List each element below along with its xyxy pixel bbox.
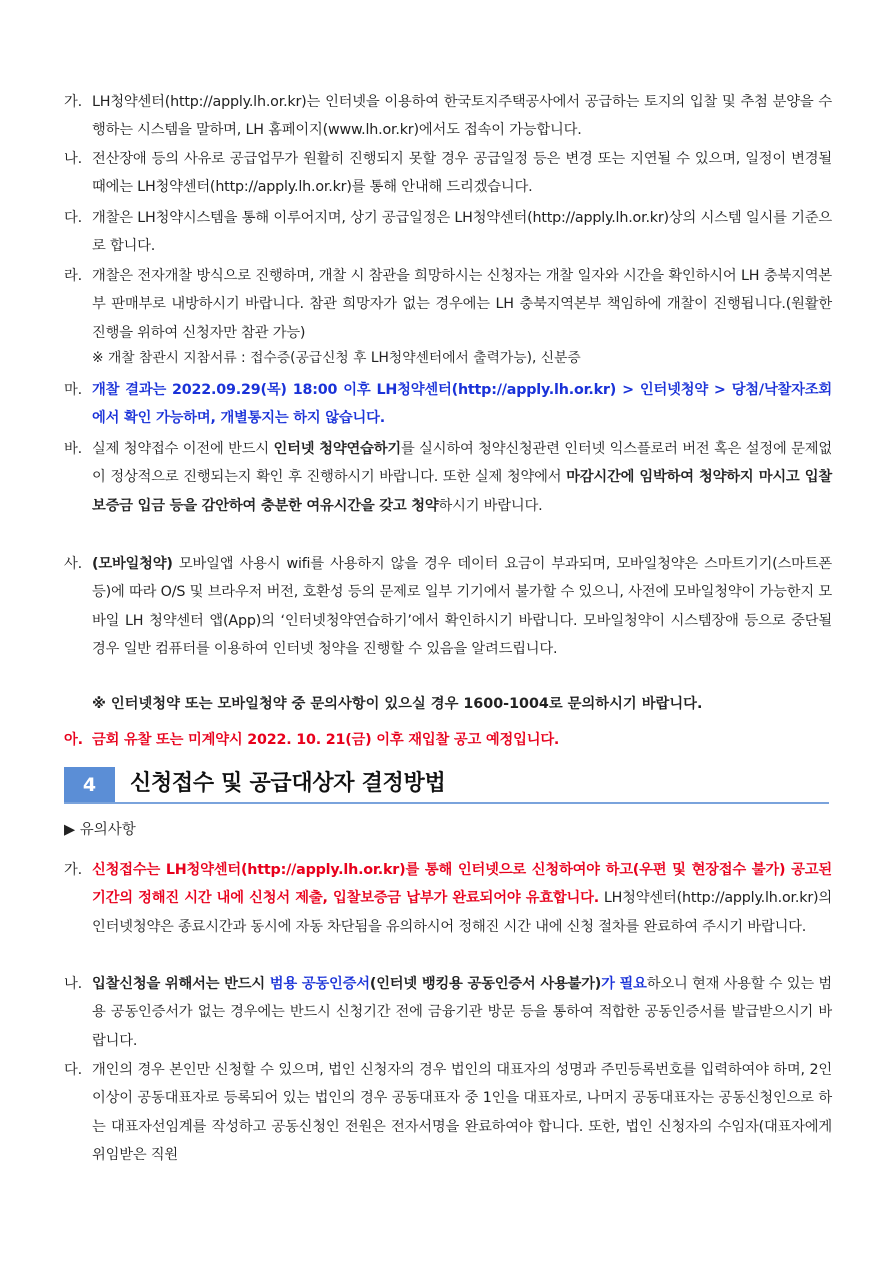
text-run: 모바일앱 사용시 wifi를 사용하지 않을 경우 데이터 요금이 부과되며, 모바일청약은 스마트기기(스마트폰 등)에 따라 O/S 및 브라우저 버전, 호환성 등의 문제로 일부 기기에서 불가할 수 있으니, 사전에 모바일청약이 가능한지 모바일 LH 청약센터 앱(App)의 ‘인터넷청약연습하기’에서 확인하시기 바랍니다. 모바일청약이 시스템장애 등으로 중단될 경우 일반 컴퓨터를 이용하여 인터넷 청약을 진행할 수 있음을 알려드립니다.	[92, 556, 832, 657]
section-header	[64, 764, 829, 804]
section-title: 신청접수 및 공급대상자 결정방법	[130, 771, 446, 796]
item-label: 가.	[64, 94, 82, 110]
text-run: 하시기 바랍니다.	[438, 497, 543, 514]
item-text	[92, 1056, 832, 1169]
item-label: 라.	[64, 268, 82, 284]
text-run: 범용 공동인증서	[269, 976, 370, 992]
item-label: 가.	[64, 862, 82, 878]
item-text	[92, 145, 832, 202]
text-run: (모바일청약)	[92, 556, 173, 572]
list-item	[64, 435, 832, 520]
item-text	[92, 856, 832, 941]
text-run: 신청접수는 LH청약센터(http://apply.lh.or.kr)를 통해 인터넷으로 신청하여야 하고(우편 및 현장접수 불가) 공고된 기간의 정해진 시간 내에 신청서 제출, 입찰보증금 납부가 완료되어야 유효합니다.	[92, 862, 832, 907]
item-label: 바.	[64, 441, 82, 457]
viewing-documents-note: ※ 개찰 참관시 지참서류 : 접수증(공급신청 후 LH청약센터에서 출력가능), 신분증	[92, 350, 581, 366]
list-item	[64, 970, 832, 1055]
list-item	[64, 726, 832, 754]
item-label: 다.	[64, 210, 82, 226]
text-run: (인터넷 뱅킹용 공동인증서 사용불가)	[369, 976, 602, 992]
list-item	[64, 262, 832, 347]
subheading: ▶ 유의사항	[64, 822, 136, 838]
item-label: 아.	[64, 732, 83, 748]
list-item	[64, 204, 832, 261]
text-run: 를 실시하여 청약신청관련 인터넷 익스플로러 버전 혹은 설정에 문제없이 정상적으로 진행되는지 확인 후 진행하시기 바랍니다. 또한 실제 청약에서	[92, 441, 832, 486]
text-run: 하오니 현재 사용할 수 있는 범용 공동인증서가 없는 경우에는 반드시 신청기간 전에 금융기관 방문 등을 통하여 적합한 공동인증서를 발급받으시기 바랍니다.	[92, 976, 832, 1049]
text-run: 개인의 경우 본인만 신청할 수 있으며, 법인 신청자의 경우 법인의 대표자의 성명과 주민등록번호를 입력하여야 하며, 2인 이상이 공동대표자로 등록되어 있는 법인의 경우 공동대표자 중 1인을 대표자로, 나머지 공동대표자는 공동신청인으로 하는 대표자선임계를 작성하고 공동신청인 전원은 전자서명을 완료하여야 합니다. 또한, 법인 신청자의 수임자(대표자에게 위임받은 직원	[92, 1062, 832, 1163]
item-label: 나.	[64, 976, 82, 992]
list-item	[64, 550, 832, 663]
item-text: 금회 유찰 또는 미계약시 2022. 10. 21(금) 이후 재입찰 공고 예정입니다.	[92, 732, 560, 748]
text-run: 입찰신청을 위해서는 반드시	[92, 976, 270, 992]
text-run: 개찰 결과는 2022.09.29(목) 18:00 이후 LH청약센터(http://apply.lh.or.kr) > 인터넷청약 > 당첨/낙찰자조회에서 확인 가능하며, 개별통지는 하지 않습니다.	[92, 382, 832, 427]
text-run: 마감시간에 임박하여 청약하지 마시고 입찰보증금 입금 등을 감안하여 충분한 여유시간을 갖고 청약	[92, 469, 832, 514]
item-text	[92, 204, 832, 261]
item-text	[92, 970, 832, 1055]
item-text	[92, 550, 832, 663]
list-item	[64, 1056, 832, 1169]
item-label: 나.	[64, 151, 82, 167]
inquiry-note: ※ 인터넷청약 또는 모바일청약 중 문의사항이 있으실 경우 1600-1004로 문의하시기 바랍니다.	[92, 696, 703, 712]
text-run: 개찰은 전자개찰 방식으로 진행하며, 개찰 시 참관을 희망하시는 신청자는 개찰 일자와 시간을 확인하시어 LH 충북지역본부 판매부로 내방하시기 바랍니다. 참관 희망자가 없는 경우에는 LH 충북지역본부 책임하에 개찰이 진행됩니다.(원활한 진행을 위하여 신청자만 참관 가능)	[92, 268, 832, 341]
item-label: 마.	[64, 382, 82, 398]
text-run: 개찰은 LH청약시스템을 통해 이루어지며, 상기 공급일정은 LH청약센터(http://apply.lh.or.kr)상의 시스템 일시를 기준으로 합니다.	[92, 210, 832, 255]
list-item	[64, 88, 832, 145]
item-text	[92, 376, 832, 433]
section-divider	[64, 802, 829, 804]
item-text	[92, 262, 832, 347]
item-label: 다.	[64, 1062, 82, 1078]
section-number-badge: 4	[64, 767, 115, 802]
text-run: 실제 청약접수 이전에 반드시	[92, 441, 274, 457]
text-run: 전산장애 등의 사유로 공급업무가 원활히 진행되지 못할 경우 공급일정 등은 변경 또는 지연될 수 있으며, 일정이 변경될 때에는 LH청약센터(http://apply.lh.or.kr)를 통해 안내해 드리겠습니다.	[92, 151, 832, 196]
text-run: 가 필요	[601, 976, 647, 992]
list-item	[64, 145, 832, 202]
list-item	[64, 856, 832, 941]
text-run: 인터넷 청약연습하기	[273, 441, 401, 457]
text-run: LH청약센터(http://apply.lh.or.kr)는 인터넷을 이용하여 한국토지주택공사에서 공급하는 토지의 입찰 및 추첨 분양을 수행하는 시스템을 말하며, LH 홈페이지(www.lh.or.kr)에서도 접속이 가능합니다.	[92, 94, 832, 139]
item-text	[92, 435, 832, 520]
item-label: 사.	[64, 556, 82, 572]
text-run: LH청약센터(http://apply.lh.or.kr)의 인터넷청약은 종료시간과 동시에 자동 차단됨을 유의하시어 정해진 시간 내에 신청 절차를 완료하여 주시기 바랍니다.	[92, 890, 832, 935]
list-item	[64, 376, 832, 433]
item-text	[92, 88, 832, 145]
